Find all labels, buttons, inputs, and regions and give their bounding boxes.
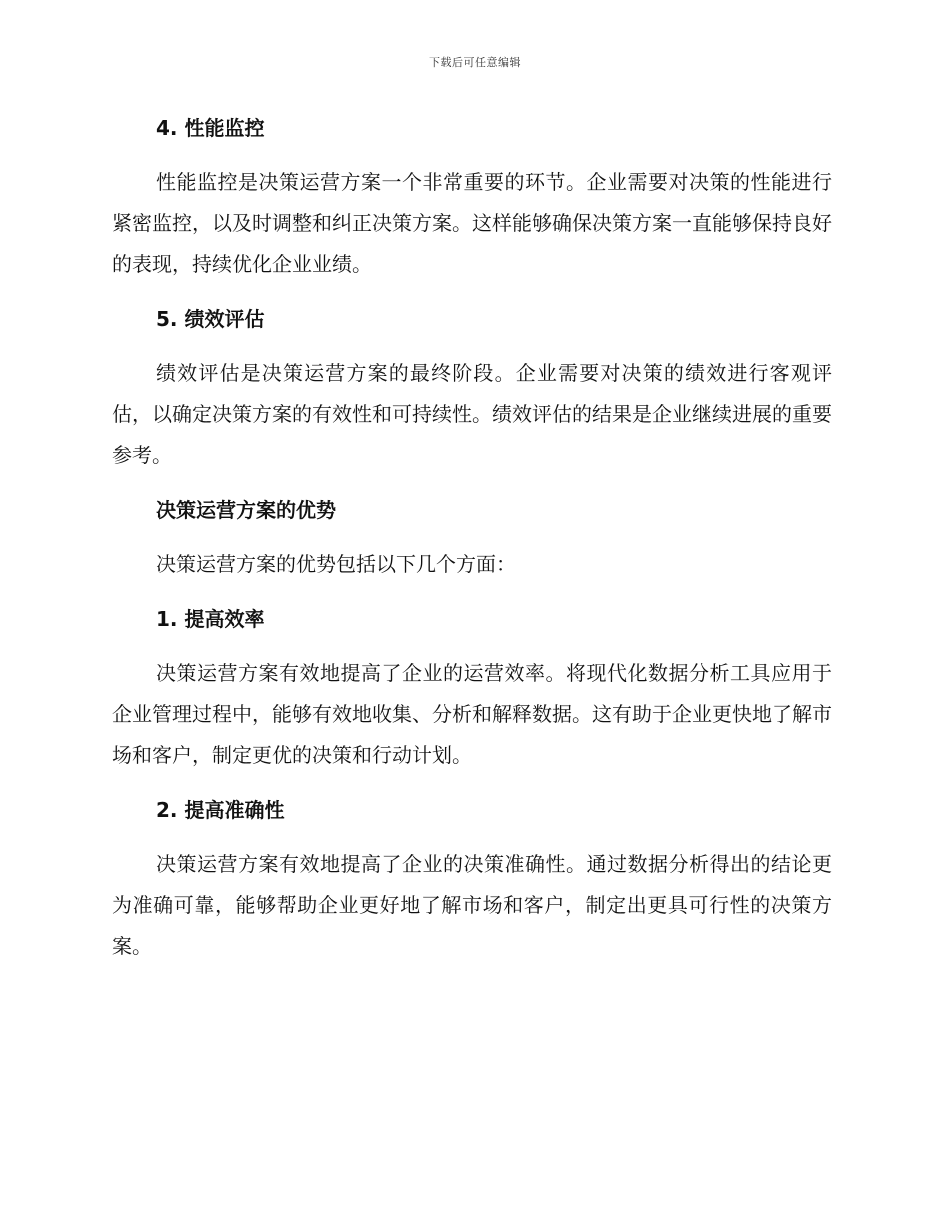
section-heading-advantages: 决策运营方案的优势 — [156, 498, 336, 522]
paragraph-performance-monitoring: 性能监控是决策运营方案一个非常重要的环节。企业需要对决策的性能进行紧密监控，以及时调整和纠正决策方案。这样能够确保决策方案一直能够保持良好的表现，持续优化企业业绩。 — [112, 170, 832, 276]
page-header: 下载后可任意编辑 — [429, 56, 521, 69]
section-heading-performance-monitoring: 4. 性能监控 — [156, 116, 265, 140]
section-heading-improve-accuracy: 2. 提高准确性 — [156, 798, 285, 822]
paragraph-improve-efficiency: 决策运营方案有效地提高了企业的运营效率。将现代化数据分析工具应用于企业管理过程中，能够有效地收集、分析和解释数据。这有助于企业更快地了解市场和客户，制定更优的决策和行动计划。 — [112, 661, 832, 767]
paragraph-advantages-intro: 决策运营方案的优势包括以下几个方面： — [156, 552, 516, 576]
paragraph-improve-accuracy: 决策运营方案有效地提高了企业的决策准确性。通过数据分析得出的结论更为准确可靠，能够帮助企业更好地了解市场和客户，制定出更具可行性的决策方案。 — [112, 852, 832, 958]
document-body — [112, 108, 832, 981]
paragraph-performance-evaluation: 绩效评估是决策运营方案的最终阶段。企业需要对决策的绩效进行客观评估，以确定决策方案的有效性和可持续性。绩效评估的结果是企业继续进展的重要参考。 — [112, 361, 832, 467]
section-heading-improve-efficiency: 1. 提高效率 — [156, 607, 265, 631]
section-heading-performance-evaluation: 5. 绩效评估 — [156, 307, 265, 331]
